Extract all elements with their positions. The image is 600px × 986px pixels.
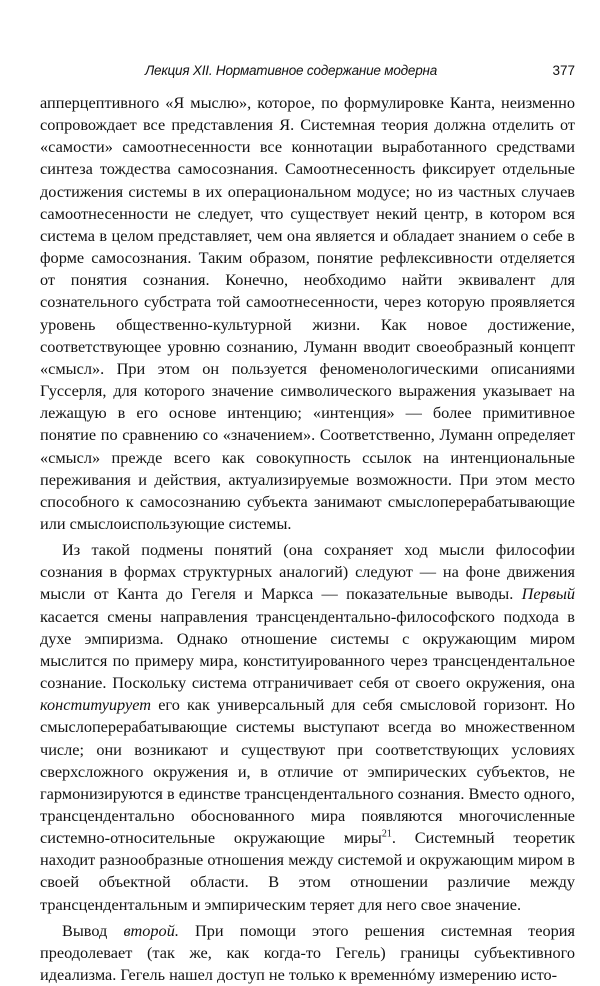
paragraph-first-conclusion	[40, 539, 575, 916]
running-title: Лекция XII. Нормативное содержание модерна	[145, 63, 438, 78]
running-head	[40, 63, 575, 83]
paragraph-text: При помощи этого решения системная теория преодолевает (так же, как когда-то Гегель) границы субъективного идеализма. Гегель нашел доступ не только к временнóму измерению исто-	[40, 920, 575, 985]
emphasis-first: Первый	[521, 584, 575, 604]
paragraph-second-conclusion	[40, 920, 575, 986]
paragraph-text: Вывод	[62, 920, 124, 940]
paragraph-text: его как универсальный для себя смысловой горизонт. Но смыслоперерабатывающие системы выступают всегда во множественном числе; они возникают и существуют при соответствующих условиях сверхсложного окружения и, в отличие от эмпирических субъектов, не гармонизируются в единстве трансцендентального сознания. Вместо одного, трансцендентально обоснованного мира появляются многочисленные системно-относительные окружающие миры	[40, 695, 575, 848]
body-text	[40, 92, 575, 986]
page-number: 377	[552, 63, 575, 78]
emphasis-second: второй.	[123, 920, 179, 940]
paragraph-text: касается смены направления трансцендентально-философского подхода в духе эмпиризма. Однако отношение системы с окружающим миром мыслится по примеру мира, конституированного через трансцендентальное сознание. Поскольку система отграничивает себя от своего окружения, она	[40, 606, 575, 693]
emphasis-constitutes: конституирует	[40, 695, 151, 715]
paragraph-continuation	[40, 92, 575, 535]
paragraph-text: Из такой подмены понятий (она сохраняет ход мысли философии сознания в формах структурных аналогий) следуют — на фоне движения мысли от Канта до Гегеля и Маркса — показательные выводы.	[40, 540, 575, 604]
footnote-ref: 21	[381, 828, 392, 840]
paragraph-text: . Системный теоретик находит разнообразные отношения между системой и окружающим миром в своей объектной области. В этом отношении различие между трансцендентальным и эмпирическим теряет для него свое значение.	[40, 828, 575, 914]
paragraph-text: апперцептивного «Я мыслю», которое, по формулировке Канта, неизменно сопровождает все представления Я. Системная теория должна отделить от «самости» самоотнесенности все коннотации выработанного средствами синтеза тождества самосознания. Самоотнесенность фиксирует отдельные достижения системы в их операциональном модусе; но из частных случаев самоотнесенности не следует, что существует некий центр, в котором вся система в целом представляет, чем она является и обладает знанием о себе в форме самосознания. Таким образом, понятие рефлексивности отделяется от понятия сознания. Конечно, необходимо найти эквивалент для сознательного субстрата той самоотнесенности, через которую проявляется уровень общественно-культурной жизни. Как новое достижение, соответствующее уровню сознанию, Луманн вводит своеобразный концепт «смысл». При этом он пользуется феноменологическими описаниями Гуссерля, для которого значение символического выражения указывает на лежащую в его основе интенцию; «интенция» — более примитивное понятие по сравнению со «значением». Соответственно, Луманн определяет «смысл» прежде всего как совокупность ссылок на интенциональные переживания и действия, актуализируемые возможности. При этом место способного к самосознанию субъекта занимают смыслоперерабатывающие или смыслоиспользующие системы.	[40, 93, 575, 533]
